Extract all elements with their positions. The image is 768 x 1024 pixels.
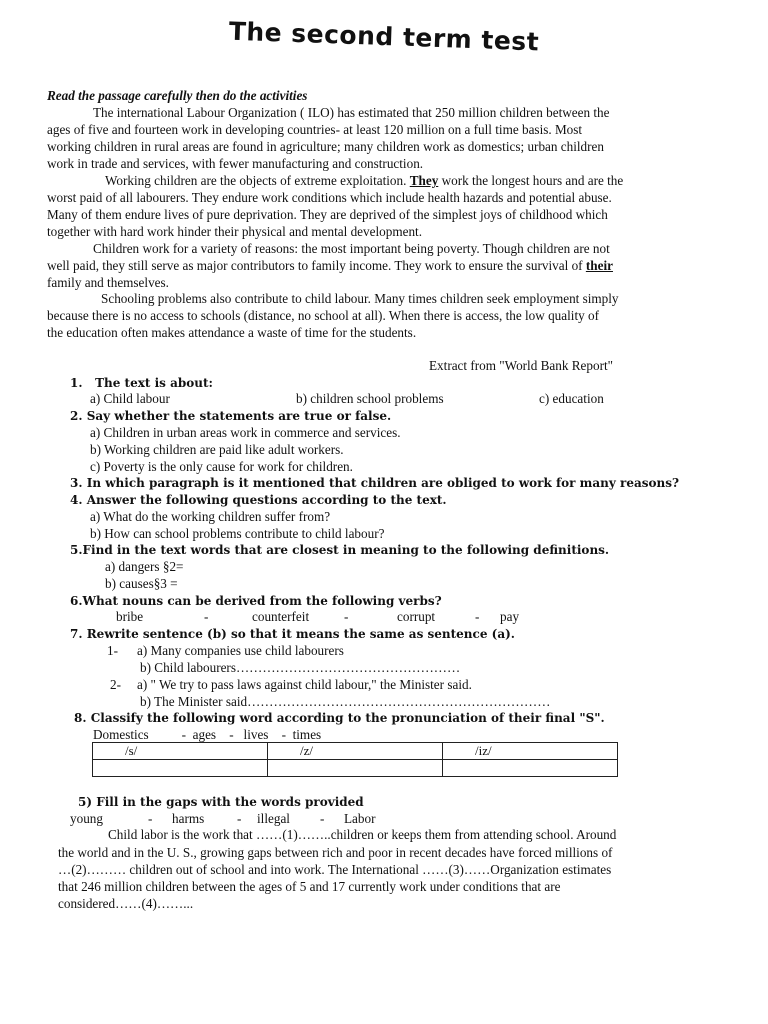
passage-line: because there is no access to schools (distance, no school at all). When there is access, the low quality of — [47, 308, 599, 323]
q8-word-list: Domestics - ages - lives - times — [93, 727, 322, 742]
question-4: 4. Answer the following questions according to the text. — [70, 493, 447, 507]
underlined-word-their: their — [585, 258, 613, 273]
passage-line: family and themselves. — [47, 275, 169, 290]
table-cell[interactable] — [268, 760, 443, 777]
q2-statement-b: b) Working children are paid like adult workers. — [90, 442, 344, 457]
passage-line: together with hard work hinder their physical and mental development. — [47, 224, 423, 239]
passage-text: well paid, they still serve as major contributors to family income. They work to ensure the survival of — [47, 258, 583, 273]
passage-line: Many of them endure lives of pure deprivation. They are deprived of the simplest joys of childhood which — [47, 207, 608, 222]
question-6: 6.What nouns can be derived from the following verbs? — [70, 594, 442, 608]
q7-item-number: 2- — [110, 677, 121, 692]
q7-sentence-2b: b) The Minister said…………………………………………………………… — [140, 694, 551, 709]
gap-word: young — [70, 811, 103, 826]
q7-sentence-1a: a) Many companies use child labourers — [137, 643, 344, 658]
q1-option-a: a) Child labour — [90, 391, 170, 406]
passage-line: Children work for a variety of reasons: the most important being poverty. Though children are not — [93, 241, 610, 256]
passage-line: Schooling problems also contribute to child labour. Many times children seek employment simply — [101, 291, 619, 306]
q4-question-a: a) What do the working children suffer from? — [90, 509, 331, 524]
q6-separator: - — [475, 609, 480, 624]
gap-word: harms — [172, 811, 205, 826]
q1-option-c: c) education — [539, 391, 604, 406]
source-citation: Extract from "World Bank Report" — [429, 358, 614, 373]
q5-definition-a: a) dangers §2= — [105, 559, 184, 574]
pronunciation-table — [92, 742, 618, 777]
passage-line — [47, 258, 613, 274]
question-3: 3. In which paragraph is it mentioned that children are obliged to work for many reasons? — [70, 476, 680, 490]
table-header-s: /s/ — [93, 743, 268, 760]
passage-line: worst paid of all labourers. They endure work conditions which include health hazards and potential abuse. — [47, 190, 612, 205]
q6-verb: pay — [500, 609, 520, 624]
table-header-z: /z/ — [268, 743, 443, 760]
passage-line: the education often makes attendance a waste of time for the students. — [47, 325, 417, 340]
question-1 — [70, 375, 213, 391]
gap-word: Labor — [344, 811, 376, 826]
table-header-iz: /iz/ — [443, 743, 618, 760]
gap-word: illegal — [257, 811, 290, 826]
passage-text: Working children are the objects of extreme exploitation. — [105, 173, 407, 188]
q4-question-b: b) How can school problems contribute to child labour? — [90, 526, 385, 541]
gap-separator: - — [320, 811, 325, 826]
gap-text-line: considered……(4)……... — [58, 896, 194, 911]
passage-line: The international Labour Organization ( ILO) has estimated that 250 million children between the — [93, 105, 610, 120]
gap-text-line: Child labor is the work that ……(1)……..children or keeps them from attending school. Around — [108, 827, 617, 842]
question-8: 8. Classify the following word according to the pronunciation of their final "S". — [74, 711, 605, 725]
q7-sentence-1b: b) Child labourers…………………………………………… — [140, 660, 461, 675]
q6-verb: counterfeit — [252, 609, 310, 624]
q6-separator: - — [204, 609, 209, 624]
passage-line: work in trade and services, with fewer manufacturing and construction. — [47, 156, 424, 171]
q7-item-number: 1- — [107, 643, 118, 658]
gap-text-line: the world and in the U. S., growing gaps between rich and poor in recent decades have forced millions of — [58, 845, 613, 860]
table-cell[interactable] — [443, 760, 618, 777]
table-cell[interactable] — [93, 760, 268, 777]
passage-text: work the longest hours and are the — [441, 173, 624, 188]
gap-text-line: …(2)……… children out of school and into work. The International ……(3)……Organization estimates — [58, 862, 612, 877]
question-5: 5.Find in the text words that are closest in meaning to the following definitions. — [70, 543, 610, 557]
question-text: The text is about: — [95, 376, 213, 390]
passage-line: working children in rural areas are found in agriculture; many children work as domestics; urban children — [47, 139, 604, 154]
q2-statement-c: c) Poverty is the only cause for work for children. — [90, 459, 353, 474]
gap-separator: - — [237, 811, 242, 826]
q2-statement-a: a) Children in urban areas work in commerce and services. — [90, 425, 401, 440]
gap-text-line: that 246 million children between the ages of 5 and 17 currently work under conditions that are — [58, 879, 561, 894]
q5-definition-b: b) causes§3 = — [105, 576, 178, 591]
q6-separator: - — [344, 609, 349, 624]
q7-sentence-2a: a) " We try to pass laws against child labour," the Minister said. — [137, 677, 472, 692]
page-title: The second term test — [228, 16, 540, 57]
q1-option-b: b) children school problems — [296, 391, 444, 406]
underlined-word-they: They — [409, 173, 439, 188]
question-fill-gaps: 5) Fill in the gaps with the words provided — [78, 795, 364, 809]
question-7: 7. Rewrite sentence (b) so that it means the same as sentence (a). — [70, 627, 515, 641]
passage-line — [105, 173, 623, 189]
passage-line: ages of five and fourteen work in developing countries- at least 120 million on a full time basis. Most — [47, 122, 583, 137]
question-2: 2. Say whether the statements are true or false. — [70, 409, 392, 423]
q6-verb: corrupt — [397, 609, 436, 624]
gap-separator: - — [148, 811, 153, 826]
q6-verb: bribe — [116, 609, 144, 624]
question-number: 1. — [70, 376, 83, 390]
instruction: Read the passage carefully then do the activities — [47, 88, 308, 103]
